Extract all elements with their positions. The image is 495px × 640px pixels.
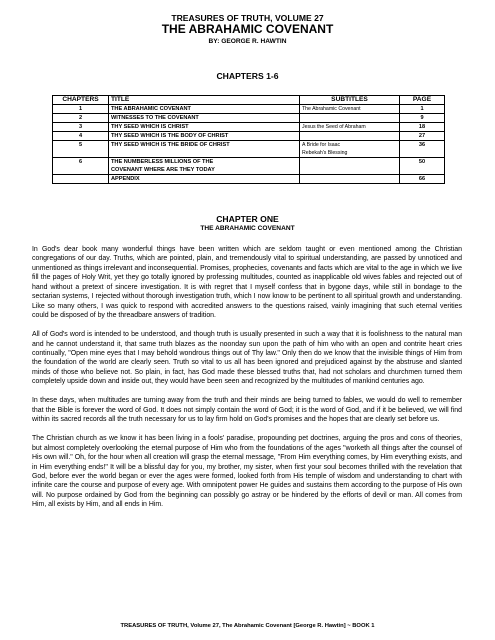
chapter-range-heading: CHAPTERS 1-6: [216, 71, 279, 81]
page-footer: TREASURES OF TRUTH, Volume 27, The Abrahamic Covenant [George R. Hawtin] ~ BOOK 1: [120, 623, 375, 629]
chapter-heading: CHAPTER ONE: [216, 214, 279, 224]
toc-title-line: THE NUMBERLESS MILLIONS OF THE: [111, 159, 214, 165]
table-row: [53, 105, 445, 114]
toc-chapter-number: 3: [53, 123, 109, 132]
series-title: TREASURES OF TRUTH, VOLUME 27: [171, 13, 324, 23]
body-paragraph: In God's dear book many wonderful things have been written which are seldom taught or even mentioned among the Christian congregations of our day. Truths, which are pointed, plain, and tremendously vital to spiritual understanding, are passed by unnoticed and unmentioned as things irrelevant and inconsequential. Promises, prophecies, covenants and facts which are vital to the age in which we live fill the pages of Holy Writ, yet they go totally ignored by professing multitudes, counted as inapplicable old wives fables and rejected out of hand without a pretext of sincere investigation. It is with regret that I myself confess that in bygone days, while still in bondage to the sectarian systems, I rejected without thorough investigation truth, which I now know to be pertinent to all spiritual growth and understanding. Like so many others, I was quick to respond with accredited answers to the questions raised, vainly imagining that such eternal verities could be disposed of by the threadbare answers of tradition.: [32, 246, 462, 320]
toc-chapter-subtitle: The Abrahamic Covenant: [300, 105, 400, 114]
table-row: [53, 158, 445, 175]
body-paragraph: In these days, when multitudes are turning away from the truth and their minds are being turned to fables, we would do well to remember that the Bible is forever the word of God. It does not simply contain the word of God; it is the word of God, and if it be believed, we will find within its sacred records all the truth necessary for us to lay firm hold on God's promises and the hopes that are clearly set before us.: [32, 397, 462, 424]
toc-chapter-subtitle: [300, 114, 400, 123]
table-row: [53, 175, 445, 184]
toc-header-row: [53, 96, 445, 105]
toc-page-number: 18: [400, 123, 445, 132]
toc-chapter-subtitle: [300, 132, 400, 141]
toc-col-chapters: CHAPTERS: [53, 96, 109, 105]
book-title: THE ABRAHAMIC COVENANT: [161, 22, 334, 36]
toc-col-title: TITLE: [109, 96, 300, 105]
table-row: [53, 114, 445, 123]
toc-chapter-number: 2: [53, 114, 109, 123]
toc-chapter-number: 6: [53, 158, 109, 175]
toc-subtitle-line: A Bride for Isaac: [302, 142, 341, 148]
toc-chapter-number: 5: [53, 141, 109, 158]
toc-chapter-subtitle: [300, 141, 400, 158]
toc-col-subtitles: SUBTITLES: [300, 96, 400, 105]
toc-title-line: COVENANT WHERE ARE THEY TODAY: [111, 167, 215, 173]
chapter-body: [32, 245, 462, 519]
body-paragraph: The Christian church as we know it has been living in a fools' paradise, propounding pet doctrines, arguing the pros and cons of theories, but almost completely overlooking the eternal purpose of Him who from the foundations of the ages "worketh all things after the counsel of His own will." Oh, for the hour when all creation will grasp the eternal message, "From Him everything comes, by Him everything exists, and in Him everything ends!" It will be a blissful day for you, my brother, my sister, when first your soul becomes thrilled with the revelation that God, before ever the world began or ever the ages were formed, looked forth from His temple of wisdom and understanding to chart with infinite care the course and purpose of every age. With omnipotent power He guides and sustains them according to the purpose of His own will. No purpose ordained by God from the beginning can possibly go astray or be hindered by the efforts of devil or man. All comes from Him, all exists by Him, and all ends in Him.: [32, 435, 462, 509]
table-row: [53, 141, 445, 158]
toc-chapter-title: WITNESSES TO THE COVENANT: [109, 114, 300, 123]
toc-chapter-number: 4: [53, 132, 109, 141]
toc-subtitle-line: Rebekah's Blessing: [302, 150, 348, 156]
table-row: [53, 123, 445, 132]
toc-page-number: 66: [400, 175, 445, 184]
toc-page-number: 27: [400, 132, 445, 141]
toc-page-number: 36: [400, 141, 445, 158]
toc-chapter-number: [53, 175, 109, 184]
toc-chapter-subtitle: [300, 158, 400, 175]
table-row: [53, 132, 445, 141]
toc-page-number: 50: [400, 158, 445, 175]
table-of-contents: [52, 95, 445, 184]
toc-chapter-number: 1: [53, 105, 109, 114]
toc-page-number: 1: [400, 105, 445, 114]
chapter-subheading: THE ABRAHAMIC COVENANT: [200, 225, 295, 232]
toc-chapter-subtitle: [300, 175, 400, 184]
author-line: BY: GEORGE R. HAWTIN: [208, 38, 287, 45]
toc-chapter-subtitle: Jesus the Seed of Abraham: [300, 123, 400, 132]
toc-page-number: 9: [400, 114, 445, 123]
body-paragraph: All of God's word is intended to be understood, and though truth is usually presented in such a way that it is foolishness to the natural man and he cannot understand it, that same truth blazes as the noonday sun upon the path of him who with an open and contrite heart cries continually, "Open mine eyes that I may behold wondrous things out of Thy law." Only then do we know that the invisible things of Him from the foundation of the world are clearly seen. Truth so vital to us all has been ignored and prejudiced against by the abstruse and slanted minds of those who believe not. So plain, in fact, has God made these blessed truths that, had not scholars and churchmen turned them completely upside down and inside out, they would have been seen and recognized by the multitudes of mankind centuries ago.: [32, 331, 462, 386]
toc-chapter-title: [109, 158, 300, 175]
toc-chapter-title: THY SEED WHICH IS THE BODY OF CHRIST: [109, 132, 300, 141]
toc-chapter-title: THE ABRAHAMIC COVENANT: [109, 105, 300, 114]
toc-chapter-title: THY SEED WHICH IS CHRIST: [109, 123, 300, 132]
toc-chapter-title: APPENDIX: [109, 175, 300, 184]
toc-col-page: PAGE: [400, 96, 445, 105]
toc-chapter-title: THY SEED WHICH IS THE BRIDE OF CHRIST: [109, 141, 300, 158]
